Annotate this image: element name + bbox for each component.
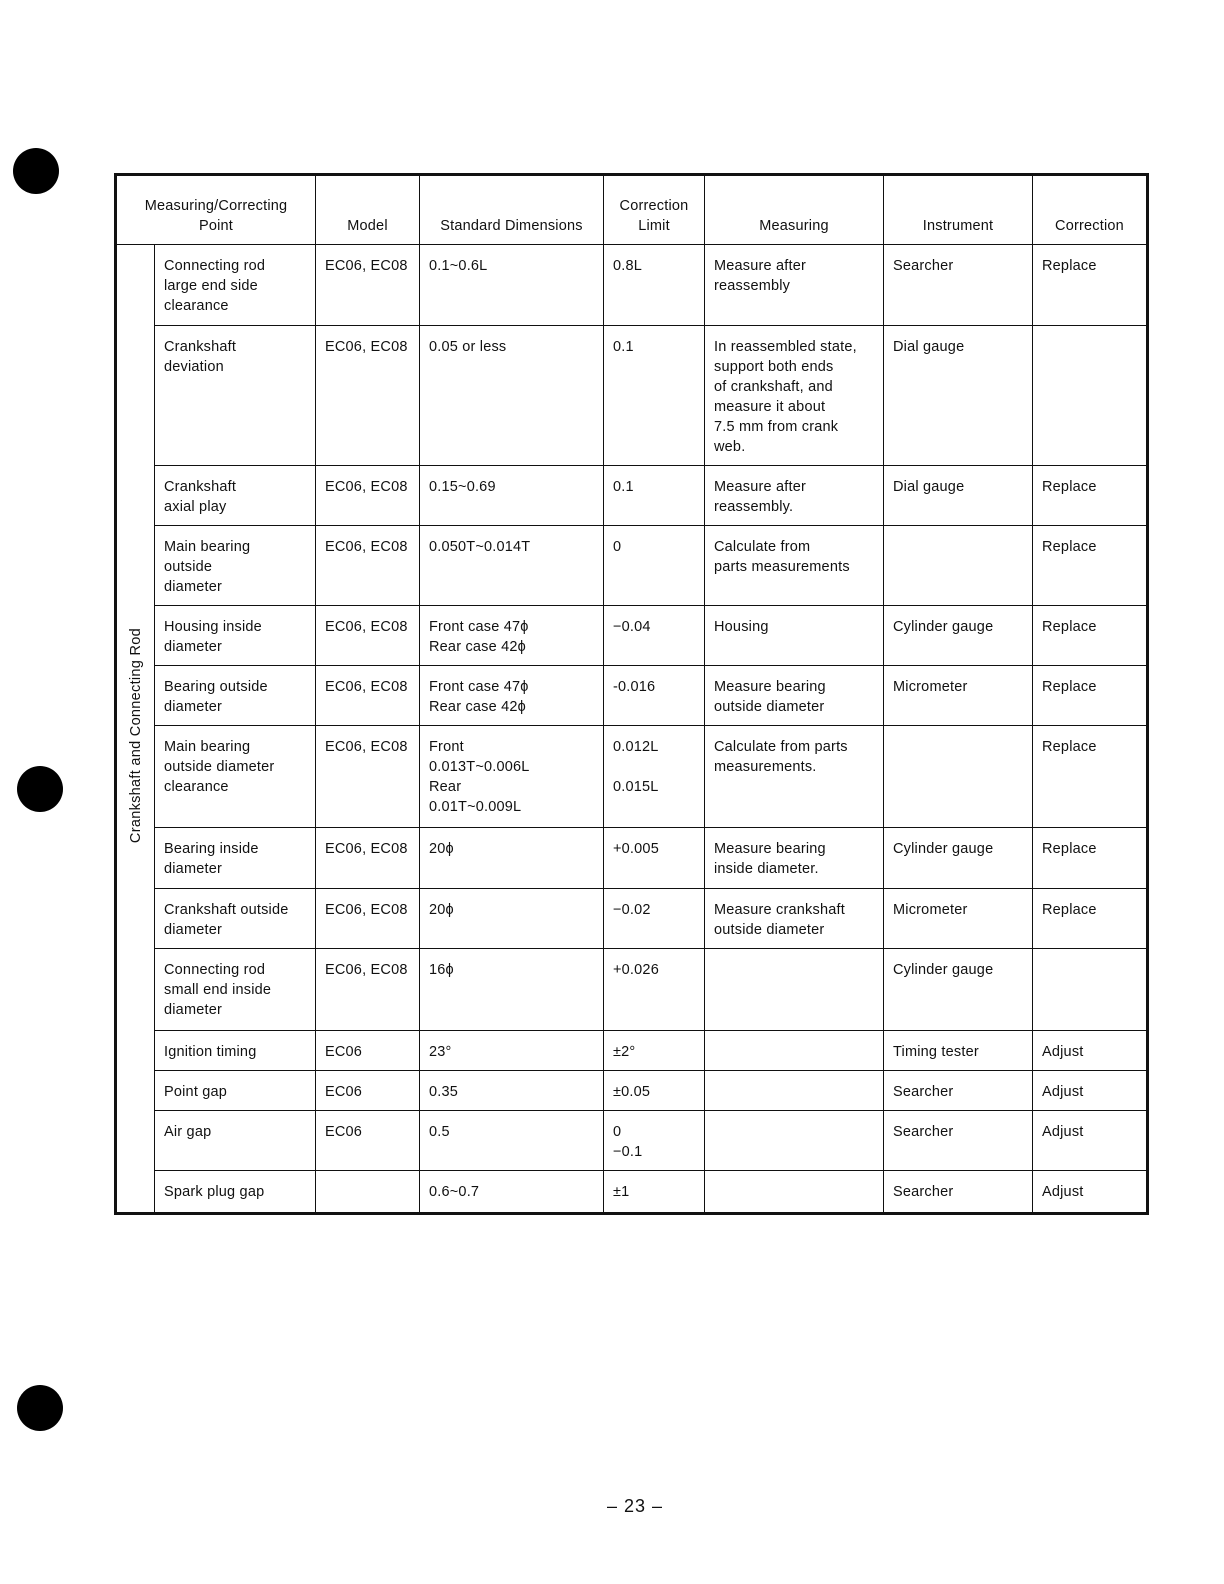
table-row <box>117 245 1147 326</box>
cell-point: Point gap <box>155 1071 316 1111</box>
cell-model: EC06, EC08 <box>316 326 420 466</box>
table-row <box>117 1171 1147 1213</box>
cell-model: EC06 <box>316 1111 420 1171</box>
cell-measuring: Measure bearing outside diameter <box>705 666 884 726</box>
cell-limit: +0.026 <box>604 949 705 1031</box>
cell-standard: Front 0.013T~0.006L Rear 0.01T~0.009L <box>420 726 604 828</box>
cell-point: Connecting rod small end inside diameter <box>155 949 316 1031</box>
specification-table <box>116 175 1147 1213</box>
cell-correction: Replace <box>1033 606 1147 666</box>
header-instrument: Instrument <box>884 176 1033 245</box>
cell-standard: 0.5 <box>420 1111 604 1171</box>
cell-model: EC06, EC08 <box>316 889 420 949</box>
cell-point: Housing inside diameter <box>155 606 316 666</box>
table-row <box>117 666 1147 726</box>
cell-limit: ±1 <box>604 1171 705 1213</box>
cell-instrument: Micrometer <box>884 889 1033 949</box>
table-row <box>117 466 1147 526</box>
cell-model: EC06 <box>316 1071 420 1111</box>
cell-measuring <box>705 949 884 1031</box>
header-measuring: Measuring <box>705 176 884 245</box>
cell-standard: 0.050T~0.014T <box>420 526 604 606</box>
cell-limit: 0.1 <box>604 466 705 526</box>
cell-instrument: Cylinder gauge <box>884 828 1033 889</box>
cell-instrument <box>884 726 1033 828</box>
table-body <box>117 245 1147 1213</box>
cell-model: EC06, EC08 <box>316 828 420 889</box>
table-row <box>117 726 1147 828</box>
cell-limit: -0.016 <box>604 666 705 726</box>
cell-standard: 20ϕ <box>420 889 604 949</box>
table-row <box>117 526 1147 606</box>
cell-model: EC06, EC08 <box>316 606 420 666</box>
cell-standard: 0.15~0.69 <box>420 466 604 526</box>
cell-measuring: Calculate from parts measurements <box>705 526 884 606</box>
table-row <box>117 1111 1147 1171</box>
cell-measuring <box>705 1071 884 1111</box>
table-row <box>117 1071 1147 1111</box>
cell-instrument: Cylinder gauge <box>884 949 1033 1031</box>
cell-standard: 16ϕ <box>420 949 604 1031</box>
page-number: – 23 – <box>606 1496 664 1516</box>
cell-measuring: Calculate from parts measurements. <box>705 726 884 828</box>
cell-point: Air gap <box>155 1111 316 1171</box>
cell-correction: Replace <box>1033 828 1147 889</box>
table-row <box>117 326 1147 466</box>
cell-instrument <box>884 526 1033 606</box>
cell-model: EC06, EC08 <box>316 526 420 606</box>
cell-instrument: Searcher <box>884 1071 1033 1111</box>
cell-correction: Adjust <box>1033 1171 1147 1213</box>
header-point: Measuring/Correcting Point <box>117 176 316 245</box>
table-row <box>117 1031 1147 1071</box>
table-row <box>117 606 1147 666</box>
cell-correction: Replace <box>1033 466 1147 526</box>
cell-model: EC06, EC08 <box>316 666 420 726</box>
header-standard: Standard Dimensions <box>420 176 604 245</box>
cell-standard: 0.1~0.6L <box>420 245 604 326</box>
header-model: Model <box>316 176 420 245</box>
cell-instrument: Dial gauge <box>884 466 1033 526</box>
cell-limit: ±0.05 <box>604 1071 705 1111</box>
header-limit: Correction Limit <box>604 176 705 245</box>
cell-point: Main bearing outside diameter clearance <box>155 726 316 828</box>
cell-point: Crankshaft outside diameter <box>155 889 316 949</box>
cell-instrument: Searcher <box>884 1171 1033 1213</box>
cell-point: Connecting rod large end side clearance <box>155 245 316 326</box>
cell-measuring: Measure after reassembly. <box>705 466 884 526</box>
cell-measuring: Measure crankshaft outside diameter <box>705 889 884 949</box>
cell-model: EC06, EC08 <box>316 949 420 1031</box>
cell-correction: Adjust <box>1033 1031 1147 1071</box>
cell-correction: Adjust <box>1033 1071 1147 1111</box>
cell-instrument: Micrometer <box>884 666 1033 726</box>
cell-limit: 0.1 <box>604 326 705 466</box>
cell-standard: 0.05 or less <box>420 326 604 466</box>
cell-limit: −0.04 <box>604 606 705 666</box>
cell-standard: Front case 47ϕ Rear case 42ϕ <box>420 666 604 726</box>
cell-standard: 0.35 <box>420 1071 604 1111</box>
binder-hole <box>17 766 63 812</box>
cell-instrument: Searcher <box>884 1111 1033 1171</box>
cell-limit: 0 <box>604 526 705 606</box>
cell-measuring <box>705 1111 884 1171</box>
table-header-row <box>117 176 1147 245</box>
cell-correction: Replace <box>1033 666 1147 726</box>
cell-model: EC06, EC08 <box>316 726 420 828</box>
cell-point: Bearing inside diameter <box>155 828 316 889</box>
table-row <box>117 828 1147 889</box>
cell-model <box>316 1171 420 1213</box>
cell-measuring <box>705 1171 884 1213</box>
cell-point: Crankshaft deviation <box>155 326 316 466</box>
cell-model: EC06, EC08 <box>316 466 420 526</box>
cell-limit: 0.8L <box>604 245 705 326</box>
cell-standard: 20ϕ <box>420 828 604 889</box>
cell-measuring <box>705 1031 884 1071</box>
cell-measuring: In reassembled state, support both ends of crankshaft, and measure it about 7.5 mm from crank web. <box>705 326 884 466</box>
cell-point: Crankshaft axial play <box>155 466 316 526</box>
cell-limit: −0.02 <box>604 889 705 949</box>
cell-instrument: Searcher <box>884 245 1033 326</box>
cell-correction: Replace <box>1033 245 1147 326</box>
cell-correction: Replace <box>1033 889 1147 949</box>
binder-hole <box>13 148 59 194</box>
cell-standard: 23° <box>420 1031 604 1071</box>
cell-model: EC06, EC08 <box>316 245 420 326</box>
cell-correction: Adjust <box>1033 1111 1147 1171</box>
cell-instrument: Timing tester <box>884 1031 1033 1071</box>
cell-limit: ±2° <box>604 1031 705 1071</box>
cell-point: Bearing outside diameter <box>155 666 316 726</box>
cell-limit: 0 −0.1 <box>604 1111 705 1171</box>
cell-correction: Replace <box>1033 726 1147 828</box>
binder-hole <box>17 1385 63 1431</box>
cell-correction <box>1033 326 1147 466</box>
cell-measuring: Measure after reassembly <box>705 245 884 326</box>
cell-correction <box>1033 949 1147 1031</box>
cell-measuring: Housing <box>705 606 884 666</box>
header-correction: Correction <box>1033 176 1147 245</box>
cell-limit: 0.012L 0.015L <box>604 726 705 828</box>
cell-point: Ignition timing <box>155 1031 316 1071</box>
cell-point: Main bearing outside diameter <box>155 526 316 606</box>
cell-instrument: Dial gauge <box>884 326 1033 466</box>
cell-standard: Front case 47ϕ Rear case 42ϕ <box>420 606 604 666</box>
table-row <box>117 889 1147 949</box>
cell-standard: 0.6~0.7 <box>420 1171 604 1213</box>
cell-measuring: Measure bearing inside diameter. <box>705 828 884 889</box>
cell-point: Spark plug gap <box>155 1171 316 1213</box>
cell-correction: Replace <box>1033 526 1147 606</box>
cell-limit: +0.005 <box>604 828 705 889</box>
section-label-cell <box>117 245 155 1213</box>
section-label: Crankshaft and Connecting Rod <box>127 627 144 844</box>
table-row <box>117 949 1147 1031</box>
cell-instrument: Cylinder gauge <box>884 606 1033 666</box>
cell-model: EC06 <box>316 1031 420 1071</box>
